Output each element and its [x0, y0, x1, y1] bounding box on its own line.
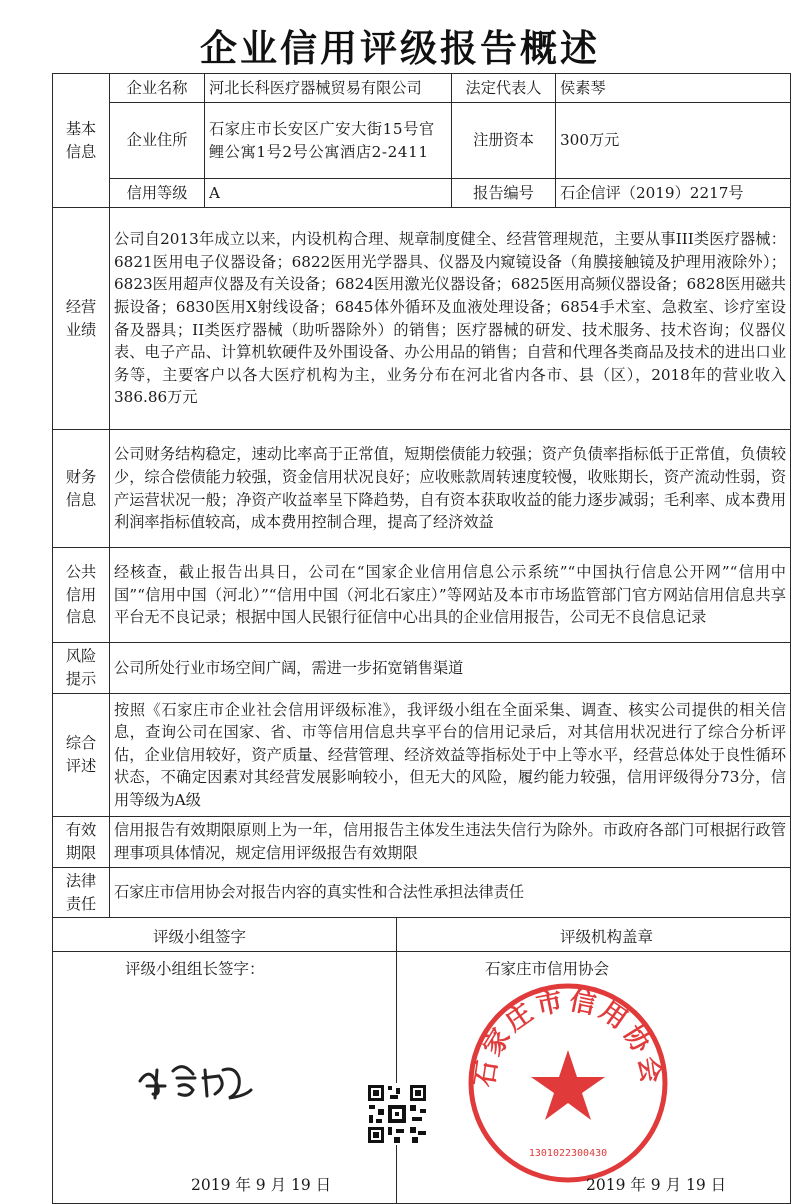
handwritten-signature — [135, 1056, 255, 1106]
business-text: 公司自2013年成立以来，内设机构合理、规章制度健全、经营管理规范，主要从事III类医疗器械：6821医用电子仪器设备；6822医用光学器具、仪器及内窥镜设备（角膜接触镜及护理用液除外）；6823医用超声仪器及有关设备；6824医用激光仪器设备；6825医用高频仪器设备；6828医用磁共振设备；6830医用X射线设备；6845体外循环及血液处理设备；6854手术室、急救室、诊疗室设备及器具；II类医疗器械（助听器除外）的销售；医疗器械的研发、技术服务、技术咨询；仪器仪表、电子产品、计算机软硬件及外围设备、办公用品的销售；自营和代理各类商品及技术的进出口业务等，主要客户以各大医疗机构为主，业务分布在河北省内各市、县（区），2018年的营业收入386.86万元 — [110, 208, 791, 430]
public-text: 经核查，截止报告出具日，公司在“国家企业信用信息公示系统”“中国执行信息公开网”“信用中国”“信用中国（河北）”“信用中国（河北石家庄）”等网站及本市市场监管部门官方网站信用信息共享平台无不良记录；根据中国人民银行征信中心出具的企业信用报告，公司无不良信息记录 — [110, 548, 791, 643]
review-text: 按照《石家庄市企业社会信用评级标准》，我评级小组在全面采集、调查、核实公司提供的相关信息，查询公司在国家、省、市等信用信息共享平台的信用记录后，对其信用状况进行了综合分析评估，企业信用较好，资产质量、经营管理、经济效益等指标处于中上等水平，经营总体处于良性循环状态，不确定因素对其经营发展影响较小，但无大的风险，履约能力较强，信用评级得分73分，信用等级为A级 — [110, 694, 791, 817]
legal-rep-label: 法定代表人 — [452, 74, 556, 103]
qr-code-icon — [366, 1083, 428, 1145]
report-no-label: 报告编号 — [452, 179, 556, 208]
official-seal — [463, 978, 673, 1188]
signature-right-date: 2019 年 9 月 19 日 — [586, 1176, 727, 1195]
category-public: 公共 信用 信息 — [53, 548, 110, 643]
category-business: 经营 业绩 — [53, 208, 110, 430]
category-finance: 财务 信息 — [53, 430, 110, 548]
stamp-organization-name: 石家庄市信用协会 — [485, 960, 610, 979]
signature-area — [53, 918, 790, 1203]
grade-label: 信用等级 — [110, 179, 205, 208]
capital-value: 300万元 — [556, 103, 791, 179]
legal-rep-value: 侯素琴 — [556, 74, 791, 103]
address-value: 石家庄市长安区广安大街15号官鲤公寓1号2号公寓酒店2-2411 — [205, 103, 452, 179]
capital-label: 注册资本 — [452, 103, 556, 179]
address-label: 企业住所 — [110, 103, 205, 179]
signature-left-title: 评级小组签字 — [153, 928, 247, 947]
category-legal: 法律 责任 — [53, 868, 110, 918]
category-validity: 有效 期限 — [53, 817, 110, 868]
signature-divider-vertical — [396, 918, 397, 1203]
signature-divider — [53, 951, 790, 952]
company-name-value: 河北长科医疗器械贸易有限公司 — [205, 74, 452, 103]
report-no-value: 石企信评（2019）2217号 — [556, 179, 791, 208]
grade-value: A — [205, 179, 452, 208]
company-name-label: 企业名称 — [110, 74, 205, 103]
seal-text: 石家庄市信用协会 — [469, 986, 667, 1090]
signature-left-date: 2019 年 9 月 19 日 — [191, 1176, 332, 1195]
report-table — [52, 73, 791, 1204]
signature-right-title: 评级机构盖章 — [560, 928, 654, 947]
validity-text: 信用报告有效期限原则上为一年，信用报告主体发生违法失信行为除外。市政府各部门可根据行政管理事项具体情况，规定信用评级报告有效期限 — [110, 817, 791, 868]
seal-code: 1301022300430 — [528, 1148, 608, 1160]
legal-text: 石家庄市信用协会对报告内容的真实性和合法性承担法律责任 — [110, 868, 791, 918]
category-risk: 风险 提示 — [53, 643, 110, 694]
risk-text: 公司所处行业市场空间广阔，需进一步拓宽销售渠道 — [110, 643, 791, 694]
finance-text: 公司财务结构稳定，速动比率高于正常值，短期偿债能力较强；资产负债率指标低于正常值，负债较少，综合偿债能力较强，资金信用状况良好；应收账款周转速度较慢，收账期长，资产流动性弱，资产运营状况一般；净资产收益率呈下降趋势，自有资本获取收益的能力逐步减弱；毛利率、成本费用利润率指标值较高，成本费用控制合理，提高了经济效益 — [110, 430, 791, 548]
category-review: 综合 评述 — [53, 694, 110, 817]
signature-leader-label: 评级小组组长签字： — [125, 960, 265, 979]
category-basic: 基本 信息 — [53, 74, 110, 208]
page-title: 企业信用评级报告概述 — [200, 27, 600, 70]
